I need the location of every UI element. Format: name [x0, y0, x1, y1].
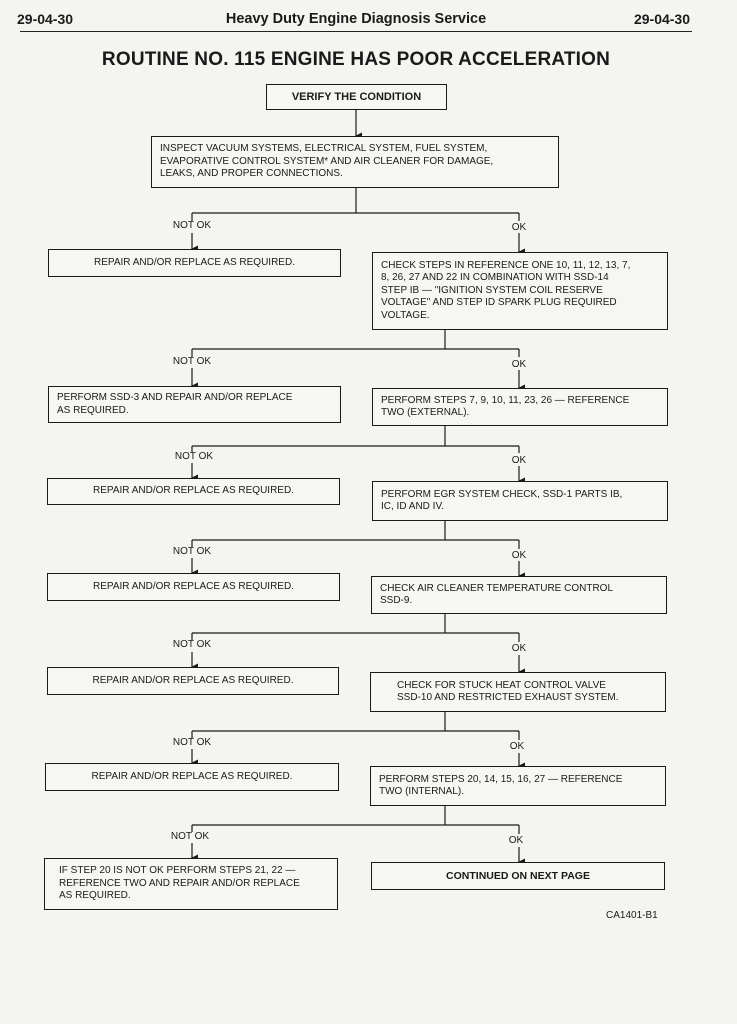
- box-perform-steps-internal: PERFORM STEPS 20, 14, 15, 16, 27 — REFERENCE TWO (INTERNAL).: [370, 766, 666, 806]
- label-not-ok-3: NOT OK: [174, 451, 214, 462]
- box-repair-2: REPAIR AND/OR REPLACE AS REQUIRED.: [47, 478, 340, 505]
- box-continued-next-page: CONTINUED ON NEXT PAGE: [371, 862, 665, 890]
- box-check-steps-reference-one: CHECK STEPS IN REFERENCE ONE 10, 11, 12, 13, 7, 8, 26, 27 AND 22 IN COMBINATION WITH SSD-14 STEP IB — "IGNITION SYSTEM COIL RESERVE VOLTAGE" AND STEP ID SPARK PLUG REQUIRED VOLTAGE.: [372, 252, 668, 330]
- label-not-ok-4: NOT OK: [172, 546, 212, 557]
- box-verify-condition: VERIFY THE CONDITION: [266, 84, 447, 110]
- label-ok-4: OK: [511, 550, 527, 561]
- box-inspect-systems: INSPECT VACUUM SYSTEMS, ELECTRICAL SYSTEM, FUEL SYSTEM, EVAPORATIVE CONTROL SYSTEM* AND AIR CLEANER FOR DAMAGE, LEAKS, AND PROPER CONNECTIONS.: [151, 136, 559, 188]
- page-number-left: 29-04-30: [17, 11, 74, 27]
- figure-code: CA1401-B1: [606, 910, 658, 921]
- box-heat-control-valve: CHECK FOR STUCK HEAT CONTROL VALVE SSD-10 AND RESTRICTED EXHAUST SYSTEM.: [370, 672, 666, 712]
- box-perform-ssd3: PERFORM SSD-3 AND REPAIR AND/OR REPLACE AS REQUIRED.: [48, 386, 341, 423]
- label-ok-7: OK: [508, 835, 524, 846]
- box-air-cleaner-check: CHECK AIR CLEANER TEMPERATURE CONTROL SSD-9.: [371, 576, 667, 614]
- box-step-20-not-ok: IF STEP 20 IS NOT OK PERFORM STEPS 21, 22 — REFERENCE TWO AND REPAIR AND/OR REPLACE AS REQUIRED.: [44, 858, 338, 910]
- label-ok-1: OK: [511, 222, 527, 233]
- label-ok-2: OK: [511, 359, 527, 370]
- label-not-ok-5: NOT OK: [172, 639, 212, 650]
- label-not-ok-1: NOT OK: [172, 220, 212, 231]
- box-egr-system-check: PERFORM EGR SYSTEM CHECK, SSD-1 PARTS IB, IC, ID AND IV.: [372, 481, 668, 521]
- label-not-ok-6: NOT OK: [172, 737, 212, 748]
- box-perform-steps-external: PERFORM STEPS 7, 9, 10, 11, 23, 26 — REFERENCE TWO (EXTERNAL).: [372, 388, 668, 426]
- box-repair-5: REPAIR AND/OR REPLACE AS REQUIRED.: [45, 763, 339, 791]
- running-header: Heavy Duty Engine Diagnosis Service: [225, 11, 487, 27]
- page-number-right: 29-04-30: [633, 11, 690, 27]
- box-repair-3: REPAIR AND/OR REPLACE AS REQUIRED.: [47, 573, 340, 601]
- label-not-ok-2: NOT OK: [172, 356, 212, 367]
- label-ok-5: OK: [511, 643, 527, 654]
- page-title: ROUTINE NO. 115 ENGINE HAS POOR ACCELERATION: [101, 49, 611, 70]
- box-repair-1: REPAIR AND/OR REPLACE AS REQUIRED.: [48, 249, 341, 277]
- label-not-ok-7: NOT OK: [170, 831, 210, 842]
- label-ok-6: OK: [509, 741, 525, 752]
- label-ok-3: OK: [511, 455, 527, 466]
- box-repair-4: REPAIR AND/OR REPLACE AS REQUIRED.: [47, 667, 339, 695]
